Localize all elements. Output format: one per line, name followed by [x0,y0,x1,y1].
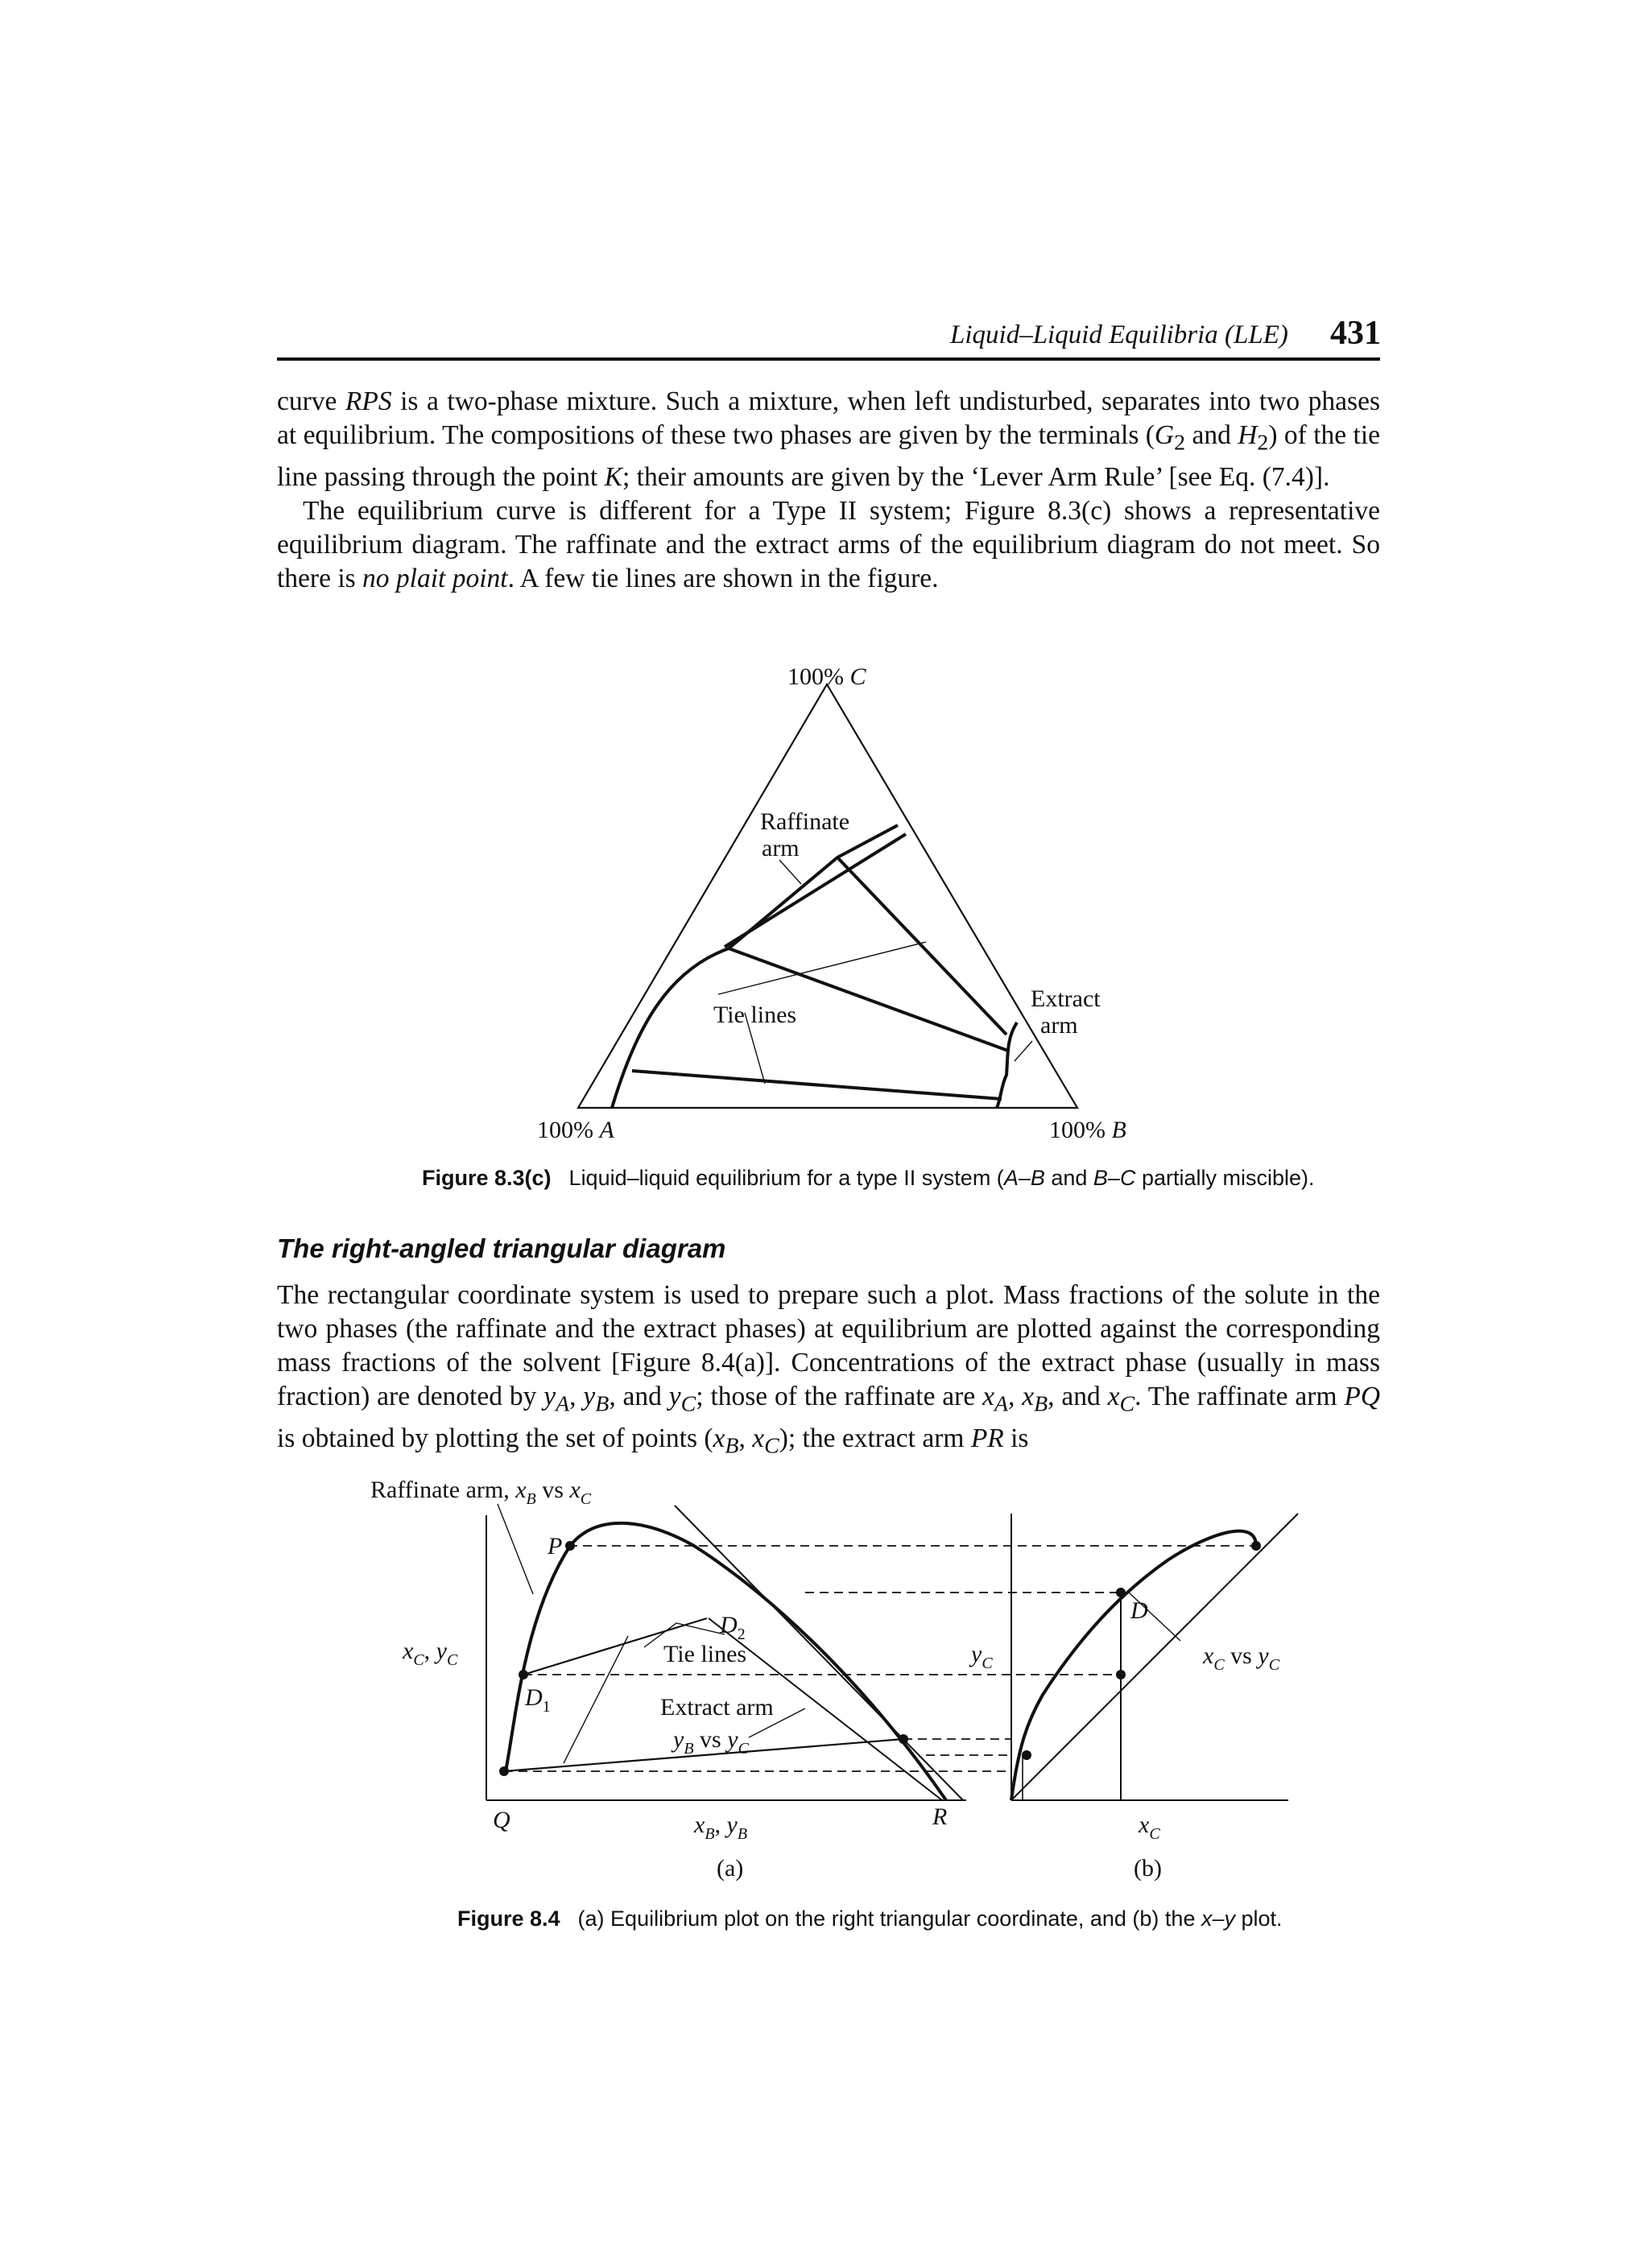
x-axis-label-b: $x_C$ [1139,1812,1160,1843]
running-header-title: Liquid–Liquid Equilibria (LLE) [950,320,1288,349]
extract-arm-label-a-1: Extract arm [660,1694,774,1721]
figure-8-3c-caption-label: Figure 8.3(c) [422,1166,552,1190]
paragraph-2: The equilibrium curve is different for a Type II system; Figure 8.3(c) shows a representative equilibrium diagram. The raffinate and the extract arms of the equilibrium diagram do not meet. So there is no plait point. A few tie lines are shown in the figure. [277,495,1380,593]
extract-arm-label-a-2: $y_B$ vs $y_C$ [673,1726,749,1758]
point-r-label: R [932,1803,948,1830]
tie-lines-label-a: Tie lines [663,1641,747,1667]
raffinate-arm-label-a: Raffinate arm, $x_B$ vs $x_C$ [370,1477,592,1508]
point-diagonal-dot [1116,1670,1126,1679]
figure-8-4-caption-text: (a) Equilibrium plot on the right triangular coordinate, and (b) the x–y plot. [577,1907,1283,1931]
tie-lines-pointer-b [564,1636,628,1763]
xc-vs-yc-label: $x_C$ vs $y_C$ [1203,1642,1280,1674]
paragraph-1: curve RPS is a two-phase mixture. Such a mixture, when left undisturbed, separates into two phases at equilibrium. The compositions of these two phases are given by the terminals ($G_2$ and $H_2$) of the tie line passing through the point K; their amounts are given by the ‘Lever Arm Rule’ [see Eq. (7.4)]. [277,386,1381,492]
figure-8-3c-caption-text: Liquid–liquid equilibrium for a type II system (A–B and B–C partially miscible). [568,1166,1315,1190]
extract-arm-label-2: arm [1040,1012,1078,1039]
apex-b-label: 100% B [1049,1117,1126,1143]
panel-a-caption: (a) [717,1855,744,1882]
paragraph-3: The rectangular coordinate system is used to prepare such a plot. Mass fractions of the solute in the two phases (the raffinate and the extract phases) at equilibrium are plotted against the corresponding mass fractions of the solvent [Figure 8.4(a)]. Concentrations of the extract phase (usually in mass fraction) are denoted by $y_A$, $y_B$, and $y_C$; those of the raffinate are $x_A$, $x_B$, and $x_C$. The raffinate arm PQ is obtained by plotting the set of points ($x_B$, $x_C$); the extract arm PR is [277,1280,1381,1459]
figure-8-4-caption [457,1907,1283,1931]
point-b-top-dot [1251,1541,1261,1551]
point-p-dot [565,1541,575,1551]
point-r-dot [899,1734,908,1744]
raffinate-arm-pointer-a [498,1504,533,1594]
point-d1-dot [519,1670,528,1679]
raffinate-arm-label-2: arm [762,835,800,861]
apex-c-label: 100% C [787,663,866,690]
x-axis-label-a: $x_B$, $y_B$ [694,1812,748,1843]
point-b-low-dot [1022,1750,1031,1760]
page-number: 431 [1330,315,1381,352]
point-p-label: P [548,1533,563,1560]
y-axis-label-b: $y_C$ [971,1641,993,1672]
y-axis-label-a: $x_C$, $y_C$ [403,1638,458,1669]
point-d-label: D [1130,1597,1148,1624]
extract-arm-label-1: Extract [1031,985,1101,1012]
point-d2-label: $D_2$ [720,1612,746,1643]
tie-lines-label: Tie lines [713,1002,797,1028]
raffinate-arm-label-1: Raffinate [760,808,850,835]
apex-a-label: 100% A [537,1117,614,1143]
panel-b-caption: (b) [1134,1855,1162,1882]
point-d-dot [1116,1588,1126,1597]
point-q-label: Q [493,1807,510,1833]
section-subheading: The right-angled triangular diagram [277,1233,726,1263]
point-q-dot [499,1766,509,1776]
figure-8-4-caption-label: Figure 8.4 [457,1907,560,1931]
point-d1-label: $D_1$ [525,1684,551,1716]
